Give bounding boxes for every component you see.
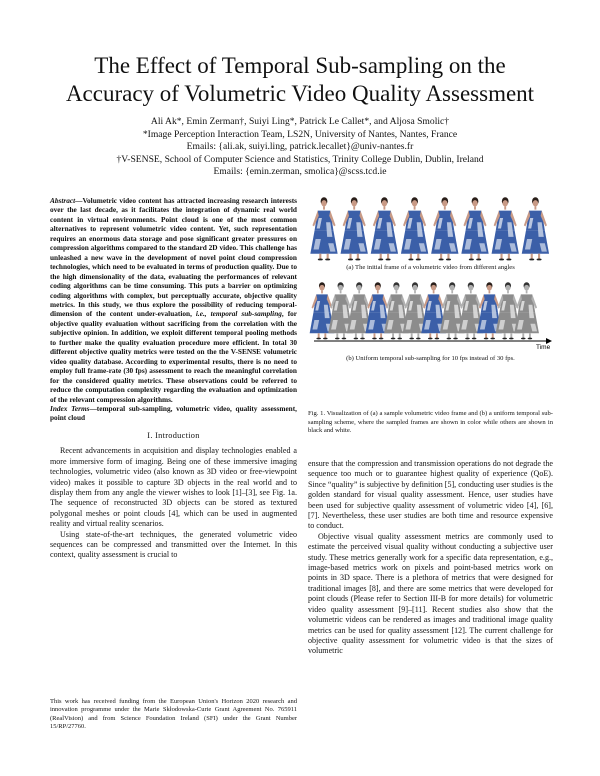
- figure-1a-caption: (a) The initial frame of a volumetric video from different angles: [346, 264, 515, 271]
- title-line-2: Accuracy of Volumetric Video Quality Assessment: [65, 81, 535, 106]
- index-terms-label: Index Terms: [50, 403, 90, 413]
- index-terms-body: —temporal sub-sampling, volumetric video, quality assessment, point cloud: [50, 403, 297, 423]
- figure-view-4: [401, 197, 428, 260]
- intro-paragraph-1: Recent advancements in acquisition and display technologies enabled a more immersive form of imaging. Being one of these immersive imaging technologies, volumetric video (also known as 3D video or free-viewpoint video) makes it possible to capture 3D objects in the real world and to display them from any angle the viewer wishes to look [1]–[3], see Fig. 1a. The sequence of reconstructed 3D objects can be stored as textured polygonal meshes or point clouds [4], which can be used in augmented reality and virtual reality scenarios.: [50, 446, 297, 529]
- affiliation-1: *Image Perception Interaction Team, LS2N, University of Nantes, Nantes, France: [142, 128, 458, 140]
- intro-paragraph-2: Using state-of-the-art techniques, the generated volumetric video sequences can be compressed and transmitted over the Internet. In this context, quality assessment is crucial to: [50, 529, 297, 560]
- figure-view-5: [431, 197, 458, 260]
- figure-1a-image: [308, 196, 553, 262]
- figure-view-8: [522, 197, 549, 260]
- figure-1b-sequence: [308, 281, 553, 353]
- figure-1: [308, 196, 553, 362]
- index-terms: [50, 404, 297, 423]
- right-paragraph-1: ensure that the compression and transmission operations do not degrade the sequence too much or to guarantee highest quality of experience (QoE). Since “quality” is subjective by definition [5], conducting user studies is the golden standard for visual quality assessment. Hence, user studies have been used for subjective quality assessment of volumetric video [4], [6], [7]. Nevertheless, these user studies are both time and resource expensive to conduct.: [308, 459, 553, 531]
- emails-2: Emails: {emin.zerman, smolica}@scss.tcd.ie: [213, 166, 387, 177]
- abstract-label: Abstract: [50, 196, 76, 205]
- figure-1b-image: [308, 281, 553, 353]
- figure-view-2: [341, 197, 368, 260]
- figure-1-caption: Fig. 1. Visualization of (a) a sample volumetric video frame and (b) a uniform temporal sub-sampling scheme, where the sampled frames are shown in color while others are shown in black and white.: [308, 410, 553, 434]
- right-paragraph-2: Objective visual quality assessment metrics are commonly used to estimate the perceived visual quality without conducting a subjective user study. These metrics generally work for a specific data representation, e.g., image-based metrics work on pixels and point-based metrics work on points in 3D space. There is a plethora of metrics that were designed for traditional images [8], and there are some metrics that were developed for point clouds (Please refer to Section III-B for more details) for volumetric video quality assessment [9]–[11]. Recent studies also show that the volumetric videos can be rendered as images and traditional image quality metrics can be used for quality assessment [12]. The current challenge for objective quality assessment for volumetric video is that the sizes of volumetric: [308, 531, 553, 656]
- left-column: [50, 196, 297, 561]
- skipped-frame-12: [514, 282, 539, 339]
- section-heading-introduction: I. Introduction: [147, 430, 200, 440]
- emails-1: Emails: {ali.ak, suiyi.ling, patrick.lecallet}@univ-nantes.fr: [186, 141, 414, 152]
- funding-footnote: This work has received funding from the European Union's Horizon 2020 research and innovation programme under the Marie Skłodowska-Curie Grant Agreement No. 765911 (RealVision) and from Science Foundation Ireland (SFI) under the Grant Number 15/RP/27760.: [50, 698, 297, 731]
- abstract-body-a: —Volumetric video content has attracted increasing research interests over the last decade, as it facilitates the integration of dynamic real world content in virtual environments. Point cloud is one of the most common alternatives to represent volumetric video content. Yet, such representation requires an enormous data storage and pose significant greater pressures on compression algorithms compared to the standard 2D video. This challenge has unleashed a new wave in the development of novel point cloud compression technologies, which need to be evaluated in terms of production quality. Due to the high dimensionality of the data, evaluating the performances of relevant coding algorithms can be time consuming. This puts a barrier on optimizing coding algorithms with complex, but perceptually accurate, objective quality metrics. In this study, we thus explore the possibility of reducing temporal-dimension of the content under-evaluation,: [50, 196, 297, 319]
- time-label: Time: [536, 344, 551, 351]
- paper-title: [40, 52, 560, 108]
- author-names: Ali Ak*, Emin Zerman†, Suiyi Ling*, Patrick Le Callet*, and Aljosa Smolic†: [150, 116, 450, 127]
- affiliation-2: †V-SENSE, School of Computer Science and Statistics, Trinity College Dublin, Dublin, Ireland: [116, 153, 484, 165]
- abstract: [50, 196, 297, 404]
- figure-1b-caption: (b) Uniform temporal sub-sampling for 10 fps instead of 30 fps.: [346, 355, 515, 362]
- right-column: [308, 459, 553, 657]
- title-line-1: The Effect of Temporal Sub-sampling on the: [94, 53, 506, 78]
- abstract-emphasis: temporal sub-sampling: [210, 309, 282, 319]
- abstract-body-b: , for objective quality evaluation without sacrificing from the correlation with the subjective opinion. In addition, we exploit different temporal pooling methods to further make the quality evaluation procedure more efficient. In total 30 different objective quality metrics were tested on the the V-SENSE volumetric video quality database. According to experimental results, there is no need to employ full frame-rate (30 fps) assessment to reach the meaningful correlation for the considered quality metrics. These observations could be referred to reduce the computation complexity regarding the evaluation and optimization of the relevant compression algorithms.: [50, 309, 298, 404]
- figure-view-1: [310, 197, 337, 260]
- author-block: [60, 116, 540, 179]
- figure-1a-views: [308, 196, 553, 262]
- abstract-ie: i.e.,: [195, 309, 207, 319]
- figure-view-7: [492, 197, 519, 260]
- figure-view-6: [461, 197, 488, 260]
- figure-view-3: [371, 197, 398, 260]
